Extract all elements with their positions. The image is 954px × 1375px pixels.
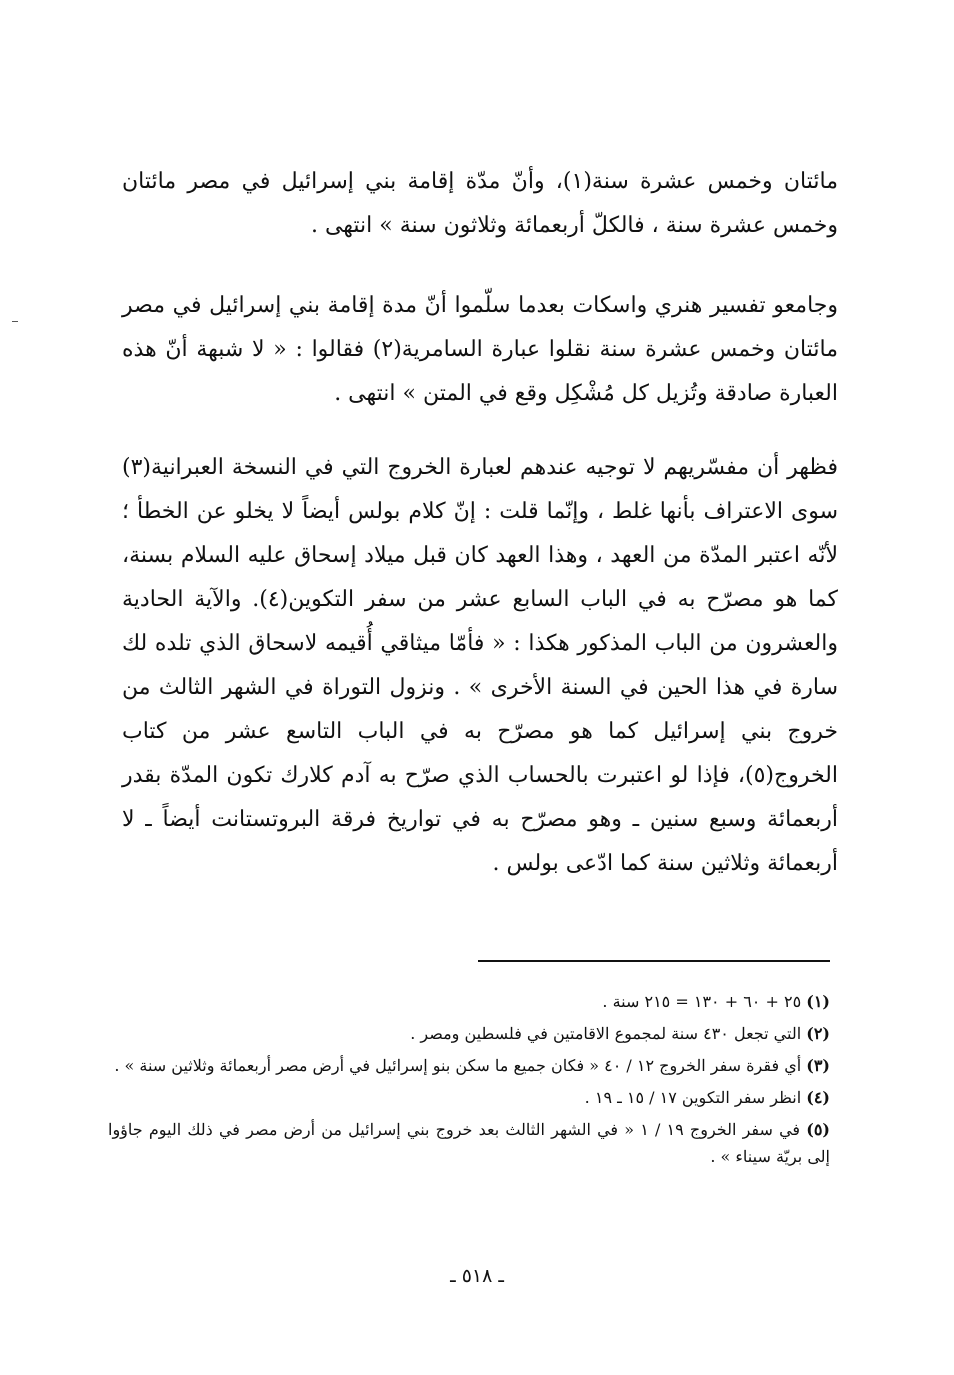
footnote-4 xyxy=(108,1084,830,1111)
scan-edge-mark xyxy=(12,321,18,322)
footnote-3 xyxy=(108,1052,830,1079)
footnote-number: (١) xyxy=(806,992,830,1011)
footnote-text: ٢٥ + ٦٠ + ١٣٠ = ٢١٥ سنة . xyxy=(602,992,802,1011)
footnote-text: في سفر الخروج ١٩ / ١ « في الشهر الثالث بعد خروج بني إسرائيل من أرض مصر في ذلك اليوم جاؤوا إلى بريّة سيناء » . xyxy=(108,1120,830,1166)
footnote-text: انظر سفر التكوين ١٧ / ١٥ ـ ١٩ . xyxy=(584,1088,802,1107)
footnote-2 xyxy=(108,1020,830,1047)
footnote-divider xyxy=(478,960,830,962)
footnote-5 xyxy=(108,1116,830,1170)
footnote-number: (٣) xyxy=(806,1056,830,1075)
footnote-number: (٤) xyxy=(806,1088,830,1107)
body-paragraph-1: مائتان وخمس عشرة سنة(١)، وأنّ مدّة إقامة بني إسرائيل في مصر مائتان وخمس عشرة سنة ، فالكلّ أربعمائة وثلاثون سنة » انتهى . xyxy=(122,169,838,238)
footnote-1 xyxy=(108,988,830,1015)
footnotes-section xyxy=(108,988,830,1175)
page-number: ـ ٥١٨ ـ xyxy=(450,1265,504,1287)
body-paragraph-3: فظهر أن مفسّريهم لا توجيه عندهم لعبارة الخروج التي في النسخة العبرانية(٣) سوى الاعتراف بأنها غلط ، وإنّما قلت : إنّ كلام بولس أيضاً لا يخلو عن الخطأ ؛ لأنّه اعتبر المدّة من العهد ، وهذا العهد كان قبل ميلاد إسحاق عليه السلام بسنة، كما هو مصرّح به في الباب السابع عشر من سفر التكوين(٤). والآية الحادية والعشرون من الباب المذكور هكذا : « فأمّا ميثاقي أُقيمه لاسحاق الذي تلده لك سارة في هذا الحين في السنة الأخرى » . ونزول التوراة في الشهر الثالث من خروج بني إسرائيل كما هو مصرّح به في الباب التاسع عشر من كتاب الخروج(٥)، فإذا لو اعتبرت بالحساب الذي صرّح به آدم كلارك تكون المدّة بقدر أربعمائة وسبع سنين ـ وهو مصرّح به في تواريخ فرقة البروتستانت أيضاً ـ لا أربعمائة وثلاثين سنة كما ادّعى بولس . xyxy=(122,455,838,876)
footnote-number: (٢) xyxy=(806,1024,830,1043)
body-paragraph-2: وجامعو تفسير هنري واسكات بعدما سلّموا أنّ مدة إقامة بني إسرائيل في مصر مائتان وخمس عشرة سنة نقلوا عبارة السامرية(٢) فقالوا : « لا شبهة أنّ هذه العبارة صادقة وتُزيل كل مُشْكِل وقع في المتن » انتهى . xyxy=(122,293,839,406)
footnote-number: (٥) xyxy=(806,1120,830,1139)
footnote-text: أي فقرة سفر الخروج ١٢ / ٤٠ « فكان جميع ما سكن بنو إسرائيل في أرض مصر أربعمائة وثلاثين سنة » . xyxy=(114,1056,802,1075)
footnote-text: التي تجعل ٤٣٠ سنة لمجموع الاقامتين في فلسطين ومصر . xyxy=(410,1024,802,1043)
